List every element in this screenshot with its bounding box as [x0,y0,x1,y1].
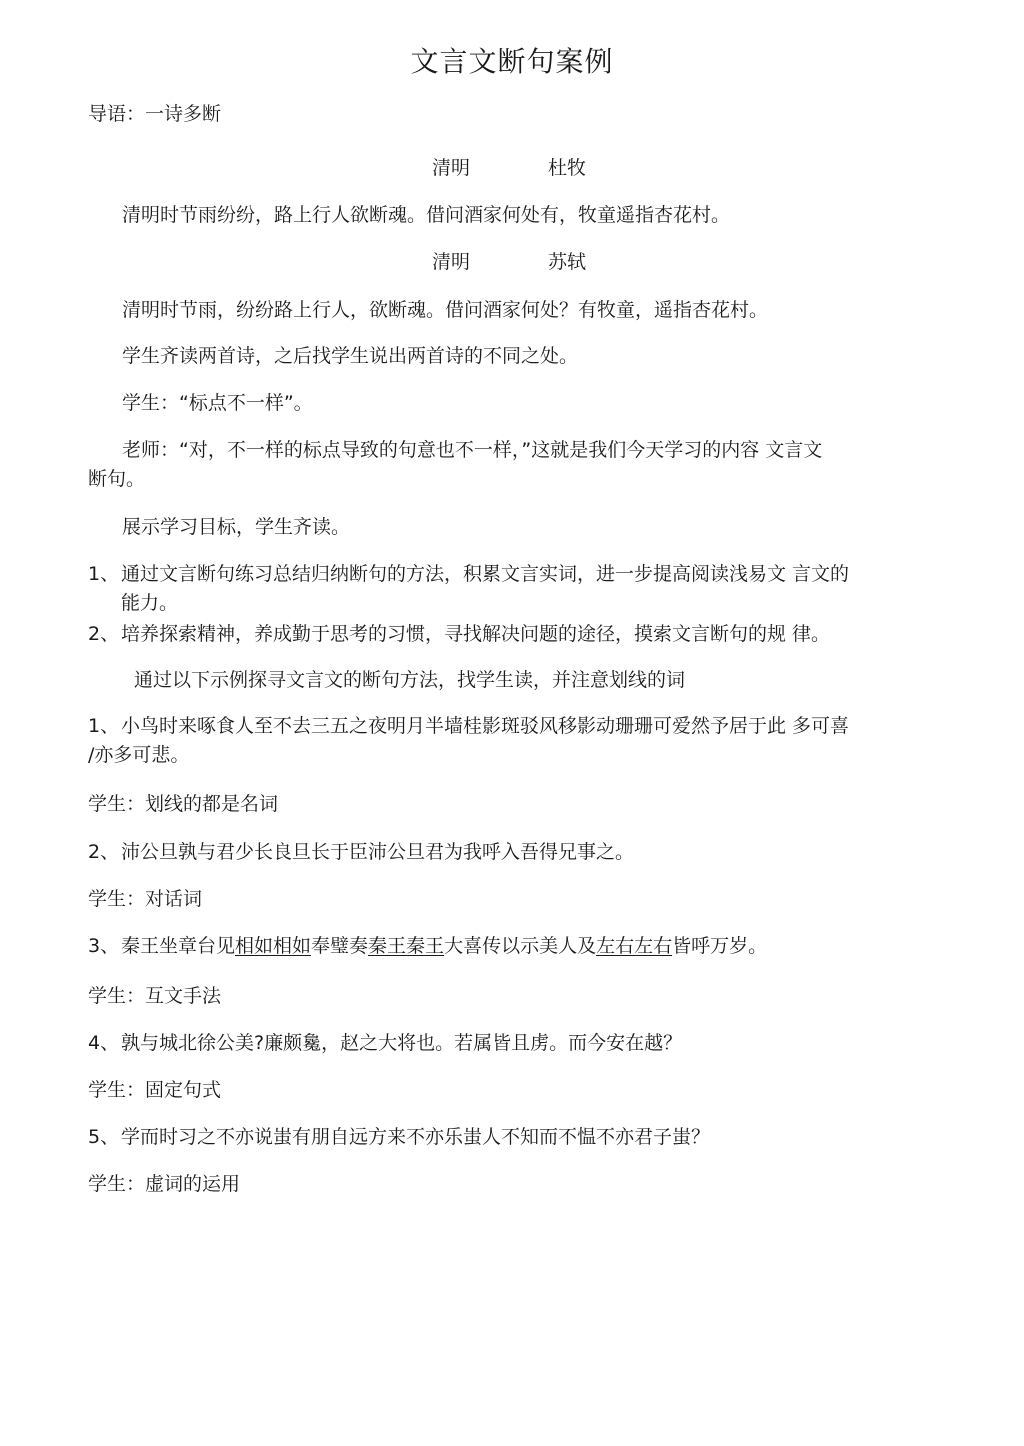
goal-1-number: 1、 [88,563,120,585]
answer-4: 学生：固定句式 [88,1079,222,1101]
example-2-text: 沛公旦孰与君少长良旦长于臣沛公旦君为我呼入吾得兄事之。 [121,841,635,863]
answer-2: 学生：对话词 [88,888,203,910]
paragraph-student: 学生：“标点不一样”。 [122,392,313,414]
example-1-line1: 小鸟时来啄食人至不去三五之夜明月半墙桂影斑驳风移影动珊珊可爱然予居于此 多可喜 [121,715,850,737]
poem1-text: 清明时节雨纷纷，路上行人欲断魂。借问酒家何处有，牧童遥指杏花村。 [122,204,731,226]
example-3-part-c: 大喜传以示美人及 [444,935,597,957]
example-2-number: 2、 [88,841,120,863]
intro-line: 导语：一诗多断 [88,103,222,125]
paragraph-examples: 通过以下示例探寻文言文的断句方法，找学生读，并注意划线的词 [134,669,686,691]
poem2-title: 清明 [432,251,471,273]
paragraph-goal: 展示学习目标，学生齐读。 [122,516,351,538]
goal-2-number: 2、 [88,623,120,645]
example-1-line2: /亦多可悲。 [88,744,190,766]
example-3-part-a: 秦王坐章台见 [121,935,236,957]
example-5-number: 5、 [88,1126,120,1148]
answer-1: 学生：划线的都是名词 [88,793,279,815]
answer-3: 学生：互文手法 [88,985,222,1007]
example-3-underlined-2: 秦王秦王 [368,935,445,957]
poem2-text: 清明时节雨，纷纷路上行人，欲断魂。借问酒家何处？有牧童，遥指杏花村。 [122,299,769,321]
example-3-underlined-3: 左右左右 [596,935,673,957]
paragraph-teacher-line2: 断句。 [88,468,146,490]
goal-2-line1: 培养探索精神，养成勤于思考的习惯，寻找解决问题的途径，摸索文言断句的规 律。 [121,623,831,645]
example-3-part-b: 奉璧奏 [311,935,369,957]
example-1-number: 1、 [88,715,120,737]
example-4-text: 孰与城北徐公美?廉颇毚，赵之大将也。若属皆且虏。而今安在越？ [121,1032,683,1054]
goal-1-line2: 能力。 [121,592,179,614]
example-4-number: 4、 [88,1032,120,1054]
poem1-author: 杜牧 [548,157,587,179]
poem2-author: 苏轼 [548,251,587,273]
paragraph-teacher-line1: 老师：“对，不一样的标点导致的句意也不一样，”这就是我们今天学习的内容 文言文 [122,439,823,461]
poem1-title: 清明 [432,157,471,179]
document-title: 文言文断句案例 [410,45,614,78]
example-3-text [121,932,767,961]
example-5-text: 学而时习之不亦说蚩有朋自远方来不亦乐蚩人不知而不愠不亦君子蚩？ [121,1126,711,1148]
example-3-part-d: 皆呼万岁。 [672,935,768,957]
example-3-number: 3、 [88,935,120,957]
paragraph-read: 学生齐读两首诗，之后找学生说出两首诗的不同之处。 [122,345,579,367]
example-3-underlined-1: 相如相如 [235,935,312,957]
goal-1-line1: 通过文言断句练习总结归纳断句的方法，积累文言实词，进一步提高阅读浅易文 言文的 [121,563,850,585]
answer-5: 学生：虚词的运用 [88,1173,241,1195]
